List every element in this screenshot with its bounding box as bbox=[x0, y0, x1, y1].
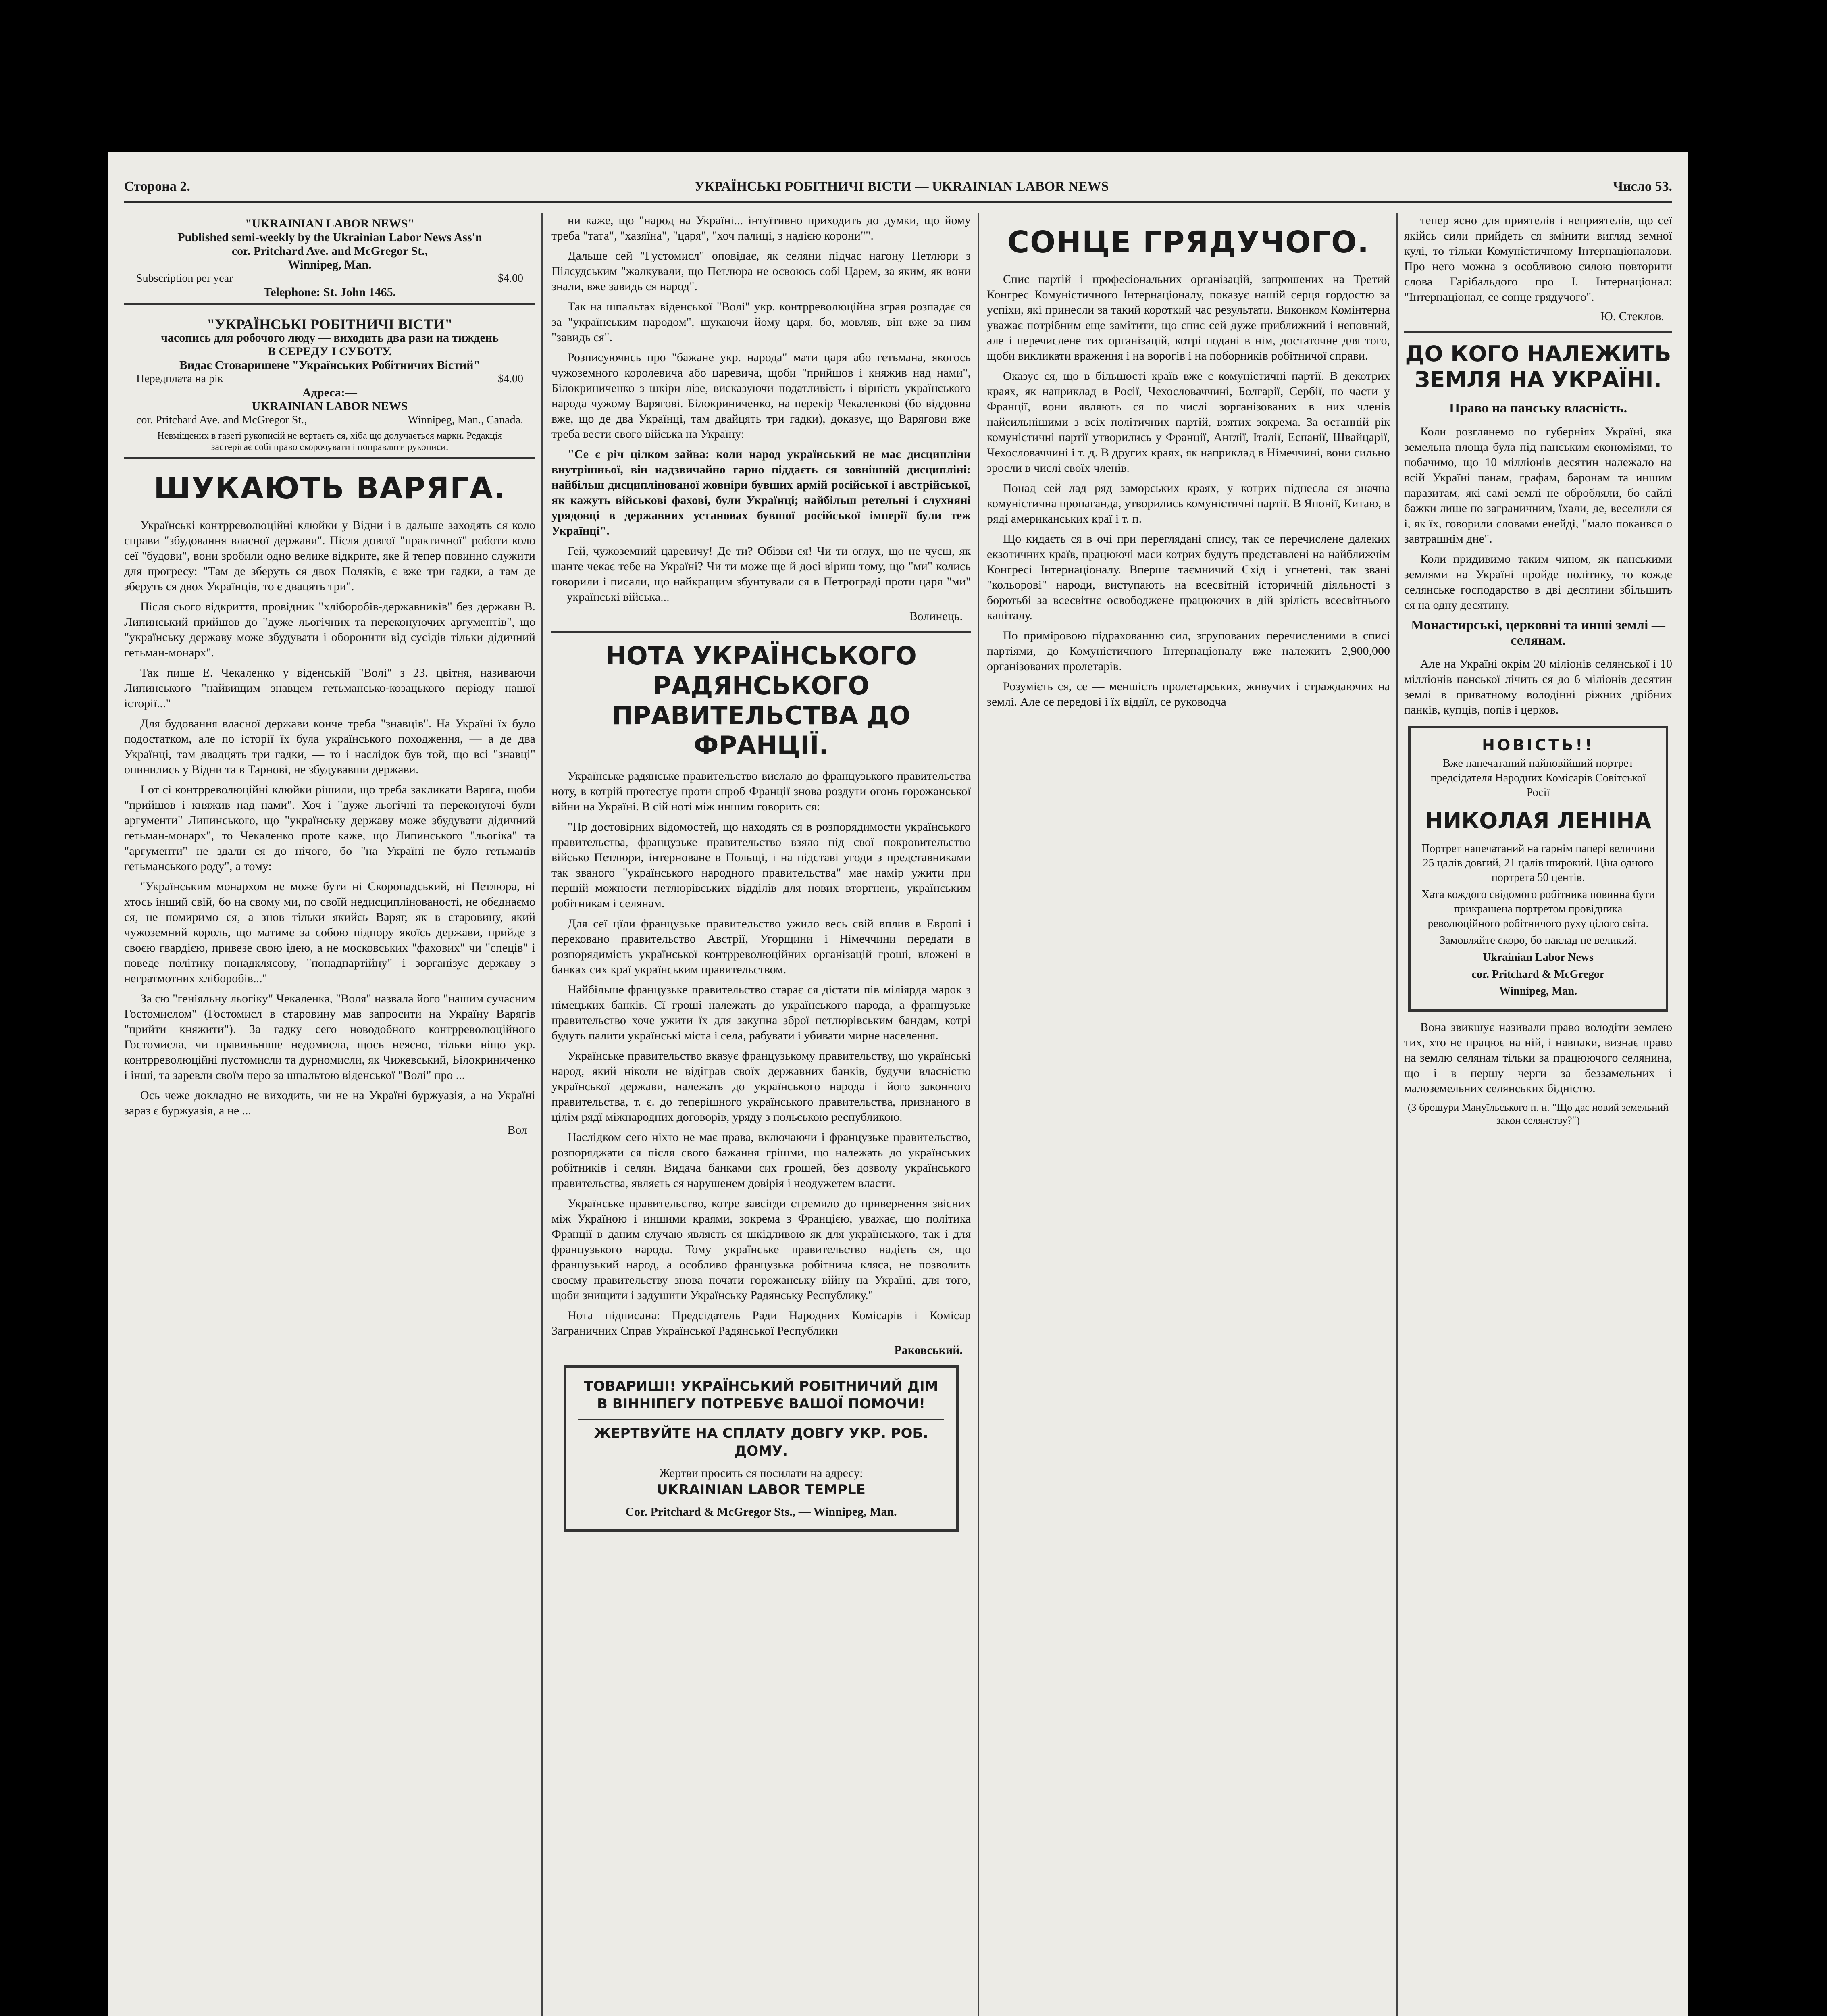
article-paragraph: Гей, чужоземний царевичу! Де ти? Обізви ся! Чи ти оглух, що не чуєш, як шанте чекає тебе на Україні? Чи ти може ще й досі віриш тому, що "ми" колись говорили і писали, що найкращим збунтували ся в Петрограді проти царя "ми" — українські війська... bbox=[551, 544, 971, 604]
address-label: Адреса:— bbox=[302, 386, 357, 399]
article-signature: Ю. Стеклов. bbox=[1600, 310, 1664, 323]
ad-text: Вже напечатаний найновійший портрет предсідателя Народних Комісарів Совітської Росії bbox=[1430, 757, 1646, 799]
ad-title: НОВІСТЬ!! bbox=[1482, 736, 1594, 754]
running-title: УКРАЇНСЬКІ РОБІТНИЧІ ВІСТИ — UKRAINIAN LABOR NEWS bbox=[694, 179, 1109, 194]
price-label: Передплата на рік bbox=[136, 373, 223, 385]
masthead-title: "UKRAINIAN LABOR NEWS" bbox=[245, 217, 415, 230]
article-paragraph: Вона звикшує називали право володіти землею тих, хто не працює на ній, і навпаки, визнає право на землю селянам тільки за працюючого селянина, що і в першу черги за беззамельних і малоземельних селянських бідністю. bbox=[1404, 1020, 1672, 1095]
telephone: Telephone: St. John 1465. bbox=[263, 285, 396, 299]
masthead-line: cor. Pritchard Ave. and McGregor St., bbox=[231, 244, 428, 258]
masthead-line: Видає Стоваришене "Українських Робітничих Вістий" bbox=[179, 358, 481, 372]
labor-temple-ad bbox=[564, 1365, 959, 1532]
address-line: cor. Pritchard Ave. and McGregor St., bbox=[136, 414, 307, 426]
article-paragraph: Найбільше французьке правительство старає ся дістати пів міліярда марок з німецьких банків. Сї гроші належать до українського народа, а французьке правительство хоче ужити їх для закупна зброї петлюрівським бандам, котрі будуть палити українські міста і села, рабувати і убивати мирне населення. bbox=[551, 983, 971, 1042]
page-header bbox=[124, 173, 1672, 203]
ad-address-name: UKRAINIAN LABOR TEMPLE bbox=[657, 1482, 866, 1498]
article-paragraph: Оказує ся, що в більшості країв вже є комуністичні партії. В декотрих краях, як наприклад в Росії, Чехословаччині, Болгарії, Сербії, по части у Франції, вони являють ся по числі зорганізованих в них членів найсильнішими з всіх політичних партій, взятих зокрема. За останній рік комуністичні партії утворились у Франції, Англії, Італії, Еспанії, Швайцарії, Чехословаччині і т. д. В других краях, як наприклад в Німеччині, вони сильно зросли в числі своїх членів. bbox=[987, 369, 1390, 475]
address-row bbox=[136, 413, 523, 427]
footnote: (З брошури Мануїльського п. н. "Що дає новий земельний закон селянству?") bbox=[1407, 1102, 1669, 1126]
newspaper-page bbox=[108, 152, 1688, 2016]
address-line: Winnipeg, Man., Canada. bbox=[408, 414, 523, 426]
price-row bbox=[136, 372, 523, 386]
divider bbox=[551, 631, 971, 633]
masthead-english bbox=[124, 213, 535, 305]
article-paragraph: "Українським монархом не може бути ні Скоропадський, ні Петлюра, ні хтось інший свій, бо на свому ми, по своїй недисциплінованості, не обєднаємо ся, не помиримо ся, а знов тільки якийсь Варяг, як в старовину, який чужоземний король, що матиме за собою підпору якоїсь держави, прийде з своєю гвардією, привезе свою ідею, а не московських "фахових" чи "спеців" і поведе політику понадклясову, "понадпартійну" і зорганізує державу з негратмотних хліборобів..." bbox=[124, 880, 535, 985]
ad-address: Cor. Pritchard & McGregor Sts., — Winnipeg, Man. bbox=[625, 1505, 897, 1518]
article-paragraph: Так на шпальтах віденської "Волі" укр. контрреволюційна зграя розпадає ся за "українським народом", шукаючи йому царя, бо, мовляв, він вже за ним "завидь ся". bbox=[551, 300, 971, 344]
price-value: $4.00 bbox=[498, 373, 523, 385]
masthead-line: Winnipeg, Man. bbox=[288, 258, 372, 271]
ad-address: Ukrainian Labor News bbox=[1483, 951, 1594, 964]
masthead-note: Невміщених в газеті рукописій не вертаєть ся, хіба що долучається марки. Редакція застерігає собі право скорочувати і поправляти рукописи. bbox=[157, 431, 502, 452]
article-paragraph: Понад сей лад ряд заморських краях, у котрих піднесла ся значна комуністична пропаганда, утворились комуністичні партії. В Японії, Китаю, в ряді американських краї і т. п. bbox=[987, 481, 1390, 525]
article-paragraph: Ось чеже докладно не виходить, чи не на Україні буржуазія, а на Україні зараз є буржуазія, а не ... bbox=[124, 1089, 535, 1117]
masthead-line: В СЕРЕДУ І СУБОТУ. bbox=[267, 345, 392, 358]
masthead-line: Published semi-weekly by the Ukrainian Labor News Ass'n bbox=[177, 231, 482, 244]
article-title: ШУКАЮТЬ ВАРЯГА. bbox=[154, 471, 506, 506]
article-paragraph: Нота підписана: Предсідатель Ради Народних Комісарів і Комісар Заграничних Справ Української Радянської Республики bbox=[551, 1309, 971, 1337]
article-paragraph: Дальше сей "Густомисл" оповідає, як селяни підчас нагону Петлюри з Пілсудським "жалкували, що Петлюра не освоюсь собі Царем, за яким, як вони знали, вже завидь ся народ". bbox=[551, 249, 971, 293]
article-paragraph: Для сеї цїли французьке правительство ужило весь свій вплив в Европі і перековано правительство Австрії, Угорщини і Німеччини передати в розпорядимість української контрреволюційних організацій гроші, вложені в банках сих краї українським правительством. bbox=[551, 917, 971, 976]
article-signature: Волинець. bbox=[909, 610, 963, 623]
article-paragraph: Розписуючись про "бажане укр. народа" мати царя або гетьмана, якогось чужоземного королевича або царевича, щоби "прийшов і княжив над нами", Білокриниченко з шкіри лізе, висказуючи податливість і вірність українського народа чужому Варягові. Білокриниченко, на перекір Чекаленкові (бо віддовна вже, що де два Українці, там двайцять три гадки), доказує, що Варягови вже треба вести свого війська на Україну: bbox=[551, 351, 971, 441]
article-paragraph: Для будовання власної держави конче треба "знавців". На Україні їх було подостатком, але по історії їх була українського походження, — а де два Українці, там двадцять три гадки, — то і наслідок був той, що всі "знавці" опинились у Відни та в Тарнові, не збудувавши держави. bbox=[124, 717, 535, 776]
ad-text: Замовляйте скоро, бо наклад не великий. bbox=[1440, 934, 1637, 947]
masthead-ukrainian bbox=[124, 313, 535, 459]
lenin-portrait-ad bbox=[1408, 726, 1668, 1012]
ad-headline: ТОВАРИШІ! УКРАЇНСЬКИЙ РОБІТНИЧИЙ ДІМ В ВІННІПЕГУ ПОТРЕБУЄ ВАШОЇ ПОМОЧИ! bbox=[584, 1378, 938, 1412]
issue-number: Число 53. bbox=[1613, 179, 1672, 194]
column-4 bbox=[1404, 213, 1672, 2016]
article-subtitle: Право на панську власність. bbox=[1449, 401, 1627, 416]
subscription-price: $4.00 bbox=[498, 272, 523, 285]
article-paragraph: По приміровою підрахованню сил, згрупованих перечисленими в списі партіями, до Комуністичного Інтернаціоналу вже належить 2,900,000 організованих пролетарів. bbox=[987, 629, 1390, 673]
divider bbox=[1404, 331, 1672, 333]
address-line: UKRAINIAN LABOR NEWS bbox=[252, 400, 408, 413]
article-paragraph: За сю "геніяльну льогіку" Чекаленка, "Воля" назвала його "нашим сучасним Гостомислом" (Гостомисл в старовину мав запросити на Україну Варягів "прийти княжити"). За гадку сего новодобного контрреволюційного Гостомисла, чи правильніше недомисла, щось неясно, тільки ніщо укр. контрреволюційні пустомисли та дурномисли, як Чижевський, Білокриниченко і інші, та заревли своїм перо за шпальтою віденської "Волі" про ... bbox=[124, 992, 535, 1082]
masthead-line: часопись для робочого люду — виходить два рази на тиждень bbox=[161, 331, 499, 344]
article-paragraph: Що кидаєть ся в очі при переглядані спису, так се перечислене далеких екзотичних країв, працюючі маси котрих будуть представлені на найближчім Конгресі Інтернаціоналу. Вперше таємничий Схід і угнетені, так звані "кольорові" народи, виступають на всесвітній історичній діяльності з боротьбі за всесвітнє освободжене працюючих в дій зрілість всесвітнього капіталу. bbox=[987, 532, 1390, 622]
ad-name: НИКОЛАЯ ЛЕНІНА bbox=[1425, 808, 1652, 833]
article-paragraph: ни каже, що "народ на Україні... інтуїтивно приходить до думки, що йому треба "тата", "хазяїна", "царя", "хоч палиці, з надією корони"". bbox=[551, 214, 971, 242]
article-paragraph: Так пише Е. Чекаленко у віденській "Волі" з 23. цвітня, називаючи Липинського "найвищим знавцем гетьмансько-козацького періоду нашої історії..." bbox=[124, 666, 535, 710]
article-paragraph: Але на Україні окрім 20 міліонів селянської і 10 мілліонів панської лічить ся до 6 міліонів десятин землі в приватному володінні ріжних дрібних панків, купців, попів і церков. bbox=[1404, 657, 1672, 716]
subscription-row bbox=[136, 272, 523, 285]
page-number: Сторона 2. bbox=[124, 179, 190, 194]
article-title: ДО КОГО НАЛЕЖИТЬ ЗЕМЛЯ НА УКРАЇНІ. bbox=[1405, 341, 1671, 392]
column-rule bbox=[1396, 213, 1398, 2016]
article-paragraph: Після сього відкриття, провідник "хліборобів-державників" без державн В. Липинський прийшов до "дуже льогічних та переконуючих аргументів", що "українську державу може збудувати і оборонити від сусідів тільки дідичний гетьман-монарх". bbox=[124, 600, 535, 659]
article-paragraph: тепер ясно для приятелів і неприятелів, що сеї якійсь сили прийдеть ся змінити вигляд земної кулі, то тільки Комуністичному Інтернаціоналови. Про него можна з особливою силою повторити слова Гарібальдого про І. Інтернаціонал: "Інтернаціонал, се сонце грядучого". bbox=[1404, 214, 1672, 304]
article-paragraph: "Пр достовірних відомостей, що находять ся в розпорядимости українського правительства, французьке правительство взяло під свої покровительство військо Петлюри, інтерноване в Польщі, і на підставі угоди з представниками так званого "українського народного правительства" має намір ужити при першій можности петлюрівських відділів для нових вторгнень, українським робітникам і селянам. bbox=[551, 820, 971, 910]
ad-address: Winnipeg, Man. bbox=[1499, 985, 1577, 998]
column-rule bbox=[978, 213, 979, 2016]
ad-instruction: Жертви просить ся посилати на адресу: bbox=[659, 1466, 863, 1480]
subscription-label: Subscription per year bbox=[136, 272, 233, 285]
article-paragraph: Наслідком сего ніхто не має права, включаючи і французьке правительство, розпоряджати ся після свого бажання грішми, що належать до українських робітників і селян. Видача банками сих грошей, без дозволу українського правительства, являєть ся нарушенем довірія і неодужетем власти. bbox=[551, 1131, 971, 1190]
article-title: СОНЦЕ ГРЯДУЧОГО. bbox=[1007, 225, 1370, 260]
article-paragraph: Українські контрреволюційні клюйки у Відни і в дальше заходять ся коло справи "збудовання власної держави". Після довгої "практичної" роботи коло сеї "будови", вони зробили одно велике відкрите, яке й тепер повинно служити для прогресу: "Там де зберуть ся двох Поляків, є вже три гадки, а там де зберуть ся двох Українців, то є двацять три". bbox=[124, 519, 535, 593]
column-2 bbox=[551, 213, 971, 2016]
masthead-title: "УКРАЇНСЬКІ РОБІТНИЧІ ВІСТИ" bbox=[207, 316, 453, 332]
article-paragraph: І от сі контрреволюційні клюйки рішили, що треба закликати Варяга, щоби "прийшов і княжив над нами". Хоч і "дуже льогічні та переконуючі були аргументи" Липинського, що "українську державу може збудувати дідичний гетьман-монарх", то Чекаленко проте каже, що Липинського "льогіка" та "аргументи" не здали ся до нічого, бо "на Україні не було гетьманів гетьманського роду", а тому: bbox=[124, 783, 535, 873]
article-paragraph: Українське правительство вказує французькому правительству, що українські народ, який ніколи не відіграв своїх державних банків, будучи власністю української держави, належать до українського народа і його законного правительства, т. є. до теперішного українського правительства, признаного в цілім рядї міжнародних договорів, уряду з польською республикою. bbox=[551, 1049, 971, 1124]
article-paragraph: Розумієть ся, се — меншість пролетарських, живучих і страждаючих на землі. Але се передові і їх віддїл, се руководча bbox=[987, 680, 1390, 708]
column-rule bbox=[541, 213, 543, 2016]
ad-text: Портрет напечатаний на гарнім папері величини 25 цалів довгий, 21 цалів широкий. Ціна одного портрета 50 центів. bbox=[1421, 842, 1655, 884]
article-signature: Раковський. bbox=[894, 1343, 963, 1357]
ad-appeal: ЖЕРТВУЙТЕ НА СПЛАТУ ДОВГУ УКР. РОБ. ДОМУ. bbox=[578, 1419, 944, 1460]
article-paragraph: Коли придивимо таким чином, як панськими землями на Україні пройде політику, то кожде селянське господарство в дві десятини збільшить ся на одну десятину. bbox=[1404, 552, 1672, 612]
article-signature: Вол bbox=[507, 1123, 527, 1137]
article-paragraph: Спис партій і професіональних організацій, запрошених на Третий Конгрес Комуністичного Інтернаціоналу, показує нашій серця гордостю за успіхи, які принесли за такий короткий час результати. Виконком Комінтерна уважає потрібним еще замітити, що спис сей дуже приближний і неповний, але і перечислене тих організацій, котрі подані в нім, достаточне для того, щоби викликати враження і на ворогів і на поборників робітничої справи. bbox=[987, 273, 1390, 362]
section-heading: Монастирські, церковні та инші землі — селянам. bbox=[1411, 618, 1665, 648]
article-paragraph: Українське правительство, котре завсігди стремило до привернення звісних між Україною і иншими краями, зокрема з Францією, уважає, що політика Франції в даним случаю являєть ся шкідливою як для українського, так і для французького народа. Тому українське правительство надієть ся, що французький народ, а особливо французька робітнича кляса, не позволить своєму правительству знова почати горожанську війну на Україні, для того, щоби знищити і задушити Українську Радянську Республику." bbox=[551, 1197, 971, 1302]
article-paragraph: Українське радянське правительство вислало до французького правительства ноту, в котрій протестує проти спроб Франції знова роздути огонь горожанської війни на Україні. В сій ноті між иншим говорить ся: bbox=[551, 769, 971, 813]
column-1 bbox=[124, 213, 535, 2016]
article-title: НОТА УКРАЇНСЬКОГО РАДЯНСЬКОГО ПРАВИТЕЛЬСТВА ДО ФРАНЦІЇ. bbox=[606, 641, 917, 760]
article-paragraph: Коли розглянемо по губерніях Україні, яка земельна площа була під панським економіями, то побачимо, що 10 мілліонів десятин належало на всій Україні панам, графам, баронам та иншим паразитам, які самі землі не обробляли, бо сайлі бажки лише по заграничним, їхали, де, веселили ся і, як їх, говорили словами енейді, "мало покаився о завтрашнім дне". bbox=[1404, 425, 1672, 546]
ad-address: cor. Pritchard & McGregor bbox=[1471, 968, 1605, 981]
column-3 bbox=[987, 213, 1390, 2016]
ad-text: Хата кождого свідомого робітника повинна бути прикрашена портретом провідника революційного робітничого руху цілого світа. bbox=[1421, 888, 1655, 930]
article-paragraph: "Се є річ цілком зайва: коли народ український не має дисципліни внутрішньої, він надзвичайно гарно піддаєть ся зовнішній дисципліні: найбільш дисциплінованої жовніри бувших армій російської і австрійської, як кажуть військові фахові, були Українці; найбільш ретельні і слухняні урядовці в державних установах бувшої російської імперії були теж Українці". bbox=[551, 448, 971, 537]
